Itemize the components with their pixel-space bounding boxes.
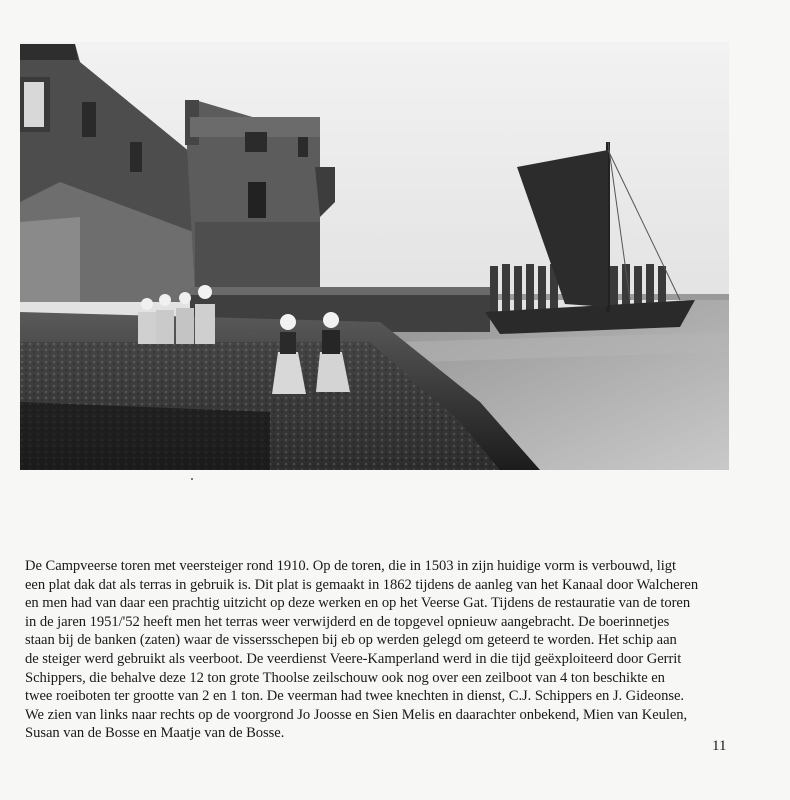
caption-line: Schippers, die behalve deze 12 ton grote Thoolse zeilschouw ook nog over een zeilboot van 4 ton beschikte en bbox=[25, 669, 665, 686]
caption-line: We zien van links naar rechts op de voorgrond Jo Joosse en Sien Melis en daarachter onbekend, Mien van Keulen, bbox=[25, 706, 688, 723]
historic-photo-campveerse-tower bbox=[20, 42, 729, 470]
caption-line: en men had van daar een prachtig uitzicht op deze werken en op het Veerse Gat. Tijdens de restauratie van de toren bbox=[25, 595, 691, 612]
caption-line: de steiger werd gebruikt als veerboot. De veerdienst Veere-Kamperland werd in die tijd geëxploiteerd door Gerrit bbox=[25, 650, 682, 667]
photo-caption bbox=[25, 557, 740, 743]
caption-line: een plat dak dat als terras in gebruik is. Dit plat is gemaakt in 1862 tijdens de aanleg van het Kanaal door Walcheren bbox=[25, 576, 699, 593]
caption-line: twee roeiboten ter grootte van 2 en 1 ton. De veerman had twee knechten in dienst, C.J. Schippers en J. Gideonse. bbox=[25, 688, 684, 705]
caption-line: Susan van de Bosse en Maatje van de Bosse. bbox=[25, 725, 285, 742]
caption-line: in de jaren 1951/'52 heeft men het terras weer verwijderd en de topgevel opnieuw aangebracht. De boerinnetjes bbox=[25, 613, 670, 630]
page-number: 11 bbox=[712, 738, 727, 754]
scan-speck bbox=[191, 478, 193, 480]
caption-line: De Campveerse toren met veersteiger rond 1910. Op de toren, die in 1503 in zijn huidige vorm is verbouwd, ligt bbox=[25, 558, 677, 574]
caption-line: staan bij de banken (zaten) waar de vissersschepen bij eb op werden gelegd om geteerd te worden. Het schip aan bbox=[25, 632, 677, 649]
